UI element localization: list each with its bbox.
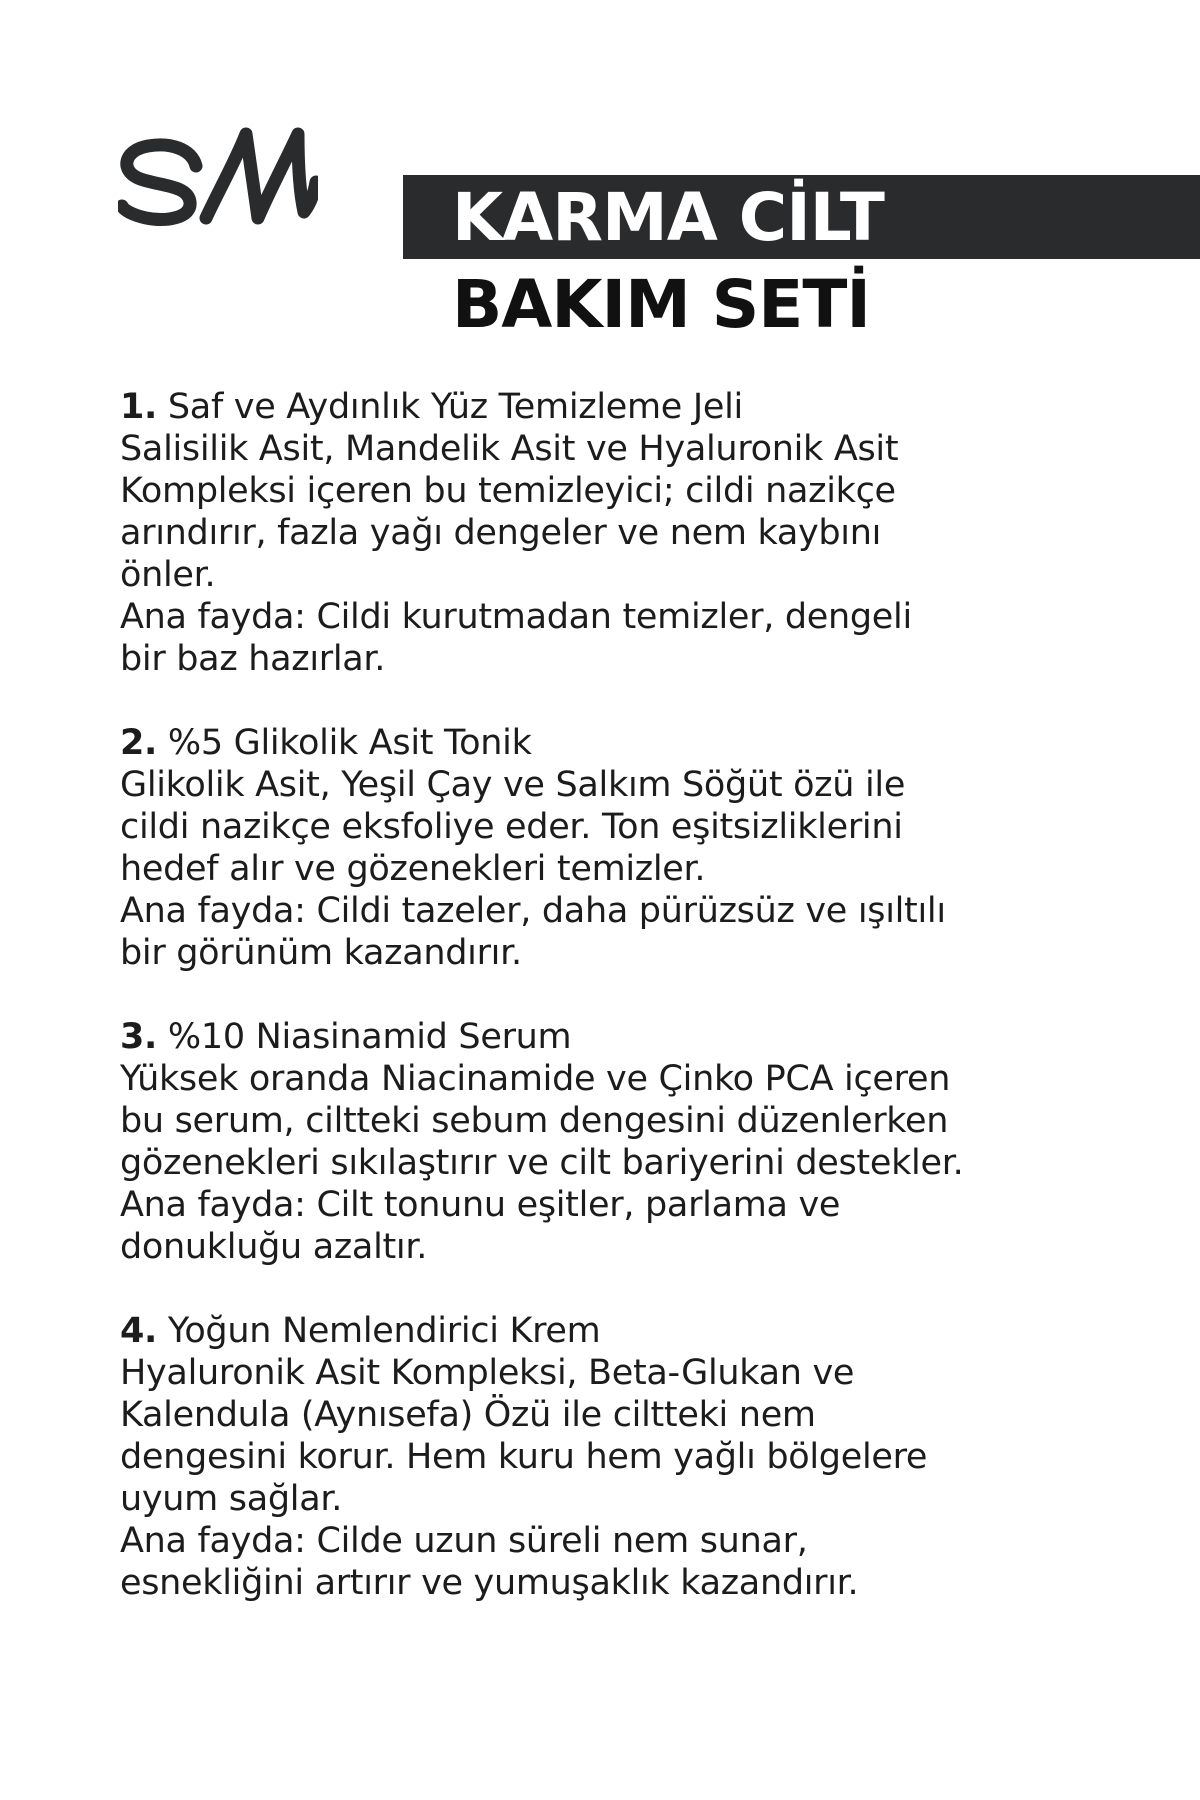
product-name: Yoğun Nemlendirici Krem (167, 1311, 601, 1351)
product-benefit-line: donukluğu azaltır. (120, 1227, 428, 1267)
product-name: Saf ve Aydınlık Yüz Temizleme Jeli (167, 387, 743, 427)
product-description-line: gözenekleri sıkılaştırır ve cilt bariyerini destekler. (120, 1143, 964, 1183)
product-benefit-line: Ana fayda: Cildi kurutmadan temizler, dengeli (120, 597, 912, 637)
product-section-1 (120, 386, 1130, 680)
product-description-line: cildi nazikçe eksfoliye eder. Ton eşitsizliklerini (120, 807, 903, 847)
product-number: 4. (120, 1311, 158, 1351)
product-name: %5 Glikolik Asit Tonik (167, 723, 532, 763)
product-benefit-line: Ana fayda: Cilde uzun süreli nem sunar, (120, 1521, 808, 1561)
product-list (120, 386, 1130, 1646)
product-heading (120, 722, 1130, 764)
product-description-line: bu serum, ciltteki sebum dengesini düzenlerken (120, 1101, 949, 1141)
product-heading (120, 1016, 1130, 1058)
product-benefit-line: esnekliğini artırır ve yumuşaklık kazandırır. (120, 1563, 859, 1603)
product-description-line: arındırır, fazla yağı dengeler ve nem kaybını (120, 513, 882, 553)
product-description-line: Kompleksi içeren bu temizleyici; cildi nazikçe (120, 471, 896, 511)
product-description-line: Salisilik Asit, Mandelik Asit ve Hyaluronik Asit (120, 429, 899, 469)
product-section-2 (120, 722, 1130, 974)
brand-logo-icon (118, 122, 318, 232)
title-line-1: KARMA CİLT (452, 179, 884, 256)
product-description-line: Kalendula (Aynısefa) Özü ile ciltteki nem (120, 1395, 816, 1435)
product-number: 3. (120, 1017, 158, 1057)
product-description-line: uyum sağlar. (120, 1479, 343, 1519)
product-section-3 (120, 1016, 1130, 1268)
product-description-line: Glikolik Asit, Yeşil Çay ve Salkım Söğüt özü ile (120, 765, 906, 805)
product-description-line: önler. (120, 555, 216, 595)
product-heading (120, 1310, 1130, 1352)
product-benefit-line: Ana fayda: Cildi tazeler, daha pürüzsüz ve ışıltılı (120, 891, 946, 931)
product-benefit-line: bir görünüm kazandırır. (120, 933, 522, 973)
title-line-2: BAKIM SETİ (452, 266, 870, 343)
product-description-line: hedef alır ve gözenekleri temizler. (120, 849, 706, 889)
product-description-line: Hyaluronik Asit Kompleksi, Beta-Glukan ve (120, 1353, 855, 1393)
product-benefit-line: bir baz hazırlar. (120, 639, 386, 679)
product-description-line: dengesini korur. Hem kuru hem yağlı bölgelere (120, 1437, 928, 1477)
product-heading (120, 386, 1130, 428)
product-section-4 (120, 1310, 1130, 1604)
product-name: %10 Niasinamid Serum (167, 1017, 572, 1057)
product-benefit-line: Ana fayda: Cilt tonunu eşitler, parlama ve (120, 1185, 841, 1225)
product-description-line: Yüksek oranda Niacinamide ve Çinko PCA içeren (120, 1059, 951, 1099)
product-number: 2. (120, 723, 158, 763)
product-number: 1. (120, 387, 158, 427)
